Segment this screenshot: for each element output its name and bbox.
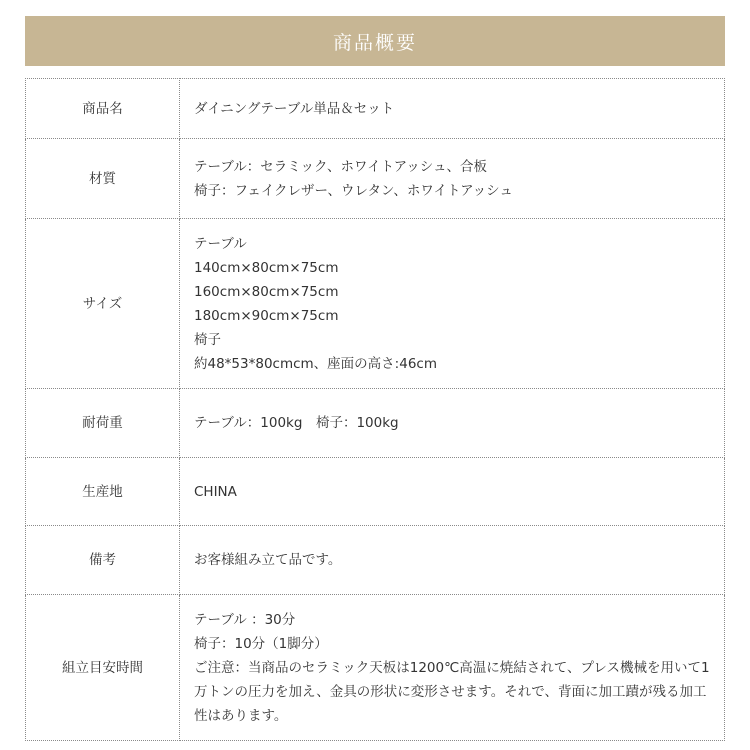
spec-value-line: テーブル：100kg 椅子：100kg: [194, 415, 399, 431]
spec-label-load-capacity: 耐荷重: [26, 389, 180, 458]
page-title: 商品概要: [332, 31, 417, 54]
spec-row-remarks: [26, 526, 725, 595]
spec-row-origin: [26, 458, 725, 526]
spec-value-line: テーブル：セラミック、ホワイトアッシュ、合板: [194, 158, 487, 175]
spec-value-line: 160cm×80cm×75cm: [194, 283, 339, 300]
spec-value-remarks: [180, 526, 725, 595]
spec-label-product-name: 商品名: [26, 79, 180, 139]
spec-value-line: テーブル ：30分: [194, 611, 296, 628]
spec-value-line: 椅子：10分（1脚分）: [194, 635, 328, 652]
spec-value-line: 180cm×90cm×75cm: [194, 307, 339, 324]
page-header: [25, 16, 725, 66]
spec-value-load-capacity: [180, 389, 725, 458]
spec-value-line: 椅子: [194, 331, 221, 348]
spec-label-size: サイズ: [26, 219, 180, 389]
spec-label-remarks: 備考: [26, 526, 180, 595]
spec-row-size: [26, 219, 725, 389]
spec-value-line: ダイニングテーブル単品＆セット: [194, 100, 395, 117]
spec-value-line: CHINA: [194, 483, 237, 500]
spec-value-line: 約48*53*80cmcm、座面の高さ:46cm: [194, 355, 437, 372]
spec-value-origin: [180, 458, 725, 526]
spec-value-line: 椅子：フェイクレザー、ウレタン、ホワイトアッシュ: [194, 182, 513, 199]
spec-value-line: お客様組み立て品です。: [194, 552, 342, 568]
spec-row-assembly-time: [26, 595, 725, 741]
spec-row-material: [26, 139, 725, 219]
spec-row-product-name: [26, 79, 725, 139]
spec-label-material: 材質: [26, 139, 180, 219]
spec-value-size: [180, 219, 725, 389]
spec-value-assembly-time: [180, 595, 725, 741]
spec-label-origin: 生産地: [26, 458, 180, 526]
spec-value-line: 140cm×80cm×75cm: [194, 259, 339, 276]
spec-value-note: ご注意：当商品のセラミック天板は1200℃高温に焼結されて、プレス機械を用いて1万トンの圧力を加え、金具の形状に変形させます。それで、背面に加工蹟が残る加工性はあります。: [194, 659, 710, 724]
spec-value-line: テーブル: [194, 235, 247, 252]
spec-row-load-capacity: [26, 389, 725, 458]
product-spec-table: [25, 78, 725, 741]
spec-value-material: [180, 139, 725, 219]
spec-label-assembly-time: 組立目安時間: [26, 595, 180, 741]
spec-value-product-name: [180, 79, 725, 139]
